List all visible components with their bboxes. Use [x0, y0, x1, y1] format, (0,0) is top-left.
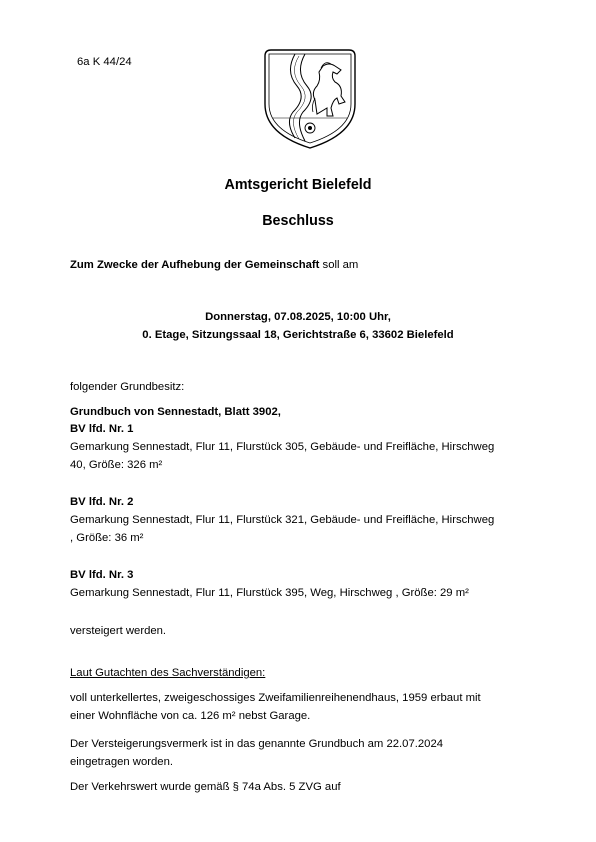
item-1-label: BV lfd. Nr. 1: [70, 423, 134, 435]
appraisal-heading: Laut Gutachten des Sachverständigen:: [70, 667, 266, 679]
auction-text: versteigert werden.: [70, 625, 167, 637]
item-1-line2: 40, Größe: 326 m²: [70, 459, 163, 471]
coat-of-arms-emblem: [255, 42, 365, 152]
auction-date: Donnerstag, 07.08.2025, 10:00 Uhr,: [205, 311, 391, 323]
property-intro: folgender Grundbesitz:: [70, 381, 185, 393]
land-register: Grundbuch von Sennestadt, Blatt 3902,: [70, 406, 281, 418]
item-2-line1: Gemarkung Sennestadt, Flur 11, Flurstück 321, Gebäude- und Freifläche, Hirschweg: [70, 514, 495, 526]
item-3-line1: Gemarkung Sennestadt, Flur 11, Flurstück 395, Weg, Hirschweg , Größe: 29 m²: [70, 587, 469, 599]
record-line2: eingetragen worden.: [70, 756, 174, 768]
intro-text: [70, 256, 358, 274]
auction-location: 0. Etage, Sitzungssaal 18, Gerichtstraße 6, 33602 Bielefeld: [142, 329, 454, 341]
item-3-label: BV lfd. Nr. 3: [70, 569, 134, 581]
item-1-line1: Gemarkung Sennestadt, Flur 11, Flurstück 305, Gebäude- und Freifläche, Hirschweg: [70, 441, 495, 453]
record-line1: Der Versteigerungsvermerk ist in das genannte Grundbuch am 22.07.2024: [70, 738, 444, 750]
intro-rest: soll am: [319, 259, 359, 271]
intro-bold: Zum Zwecke der Aufhebung der Gemeinschaft: [70, 259, 320, 271]
item-2-line2: , Größe: 36 m²: [70, 532, 144, 544]
appraisal-line2: einer Wohnfläche von ca. 126 m² nebst Garage.: [70, 710, 311, 722]
appraisal-line1: voll unterkellertes, zweigeschossiges Zweifamilienreihenendhaus, 1959 erbaut mit: [70, 692, 481, 704]
document-type: Beschluss: [262, 213, 334, 229]
market-value-line: Der Verkehrswert wurde gemäß § 74a Abs. 5 ZVG auf: [70, 781, 341, 793]
court-title: Amtsgericht Bielefeld: [224, 177, 372, 193]
case-number: 6a K 44/24: [77, 56, 132, 68]
item-2-label: BV lfd. Nr. 2: [70, 496, 134, 508]
